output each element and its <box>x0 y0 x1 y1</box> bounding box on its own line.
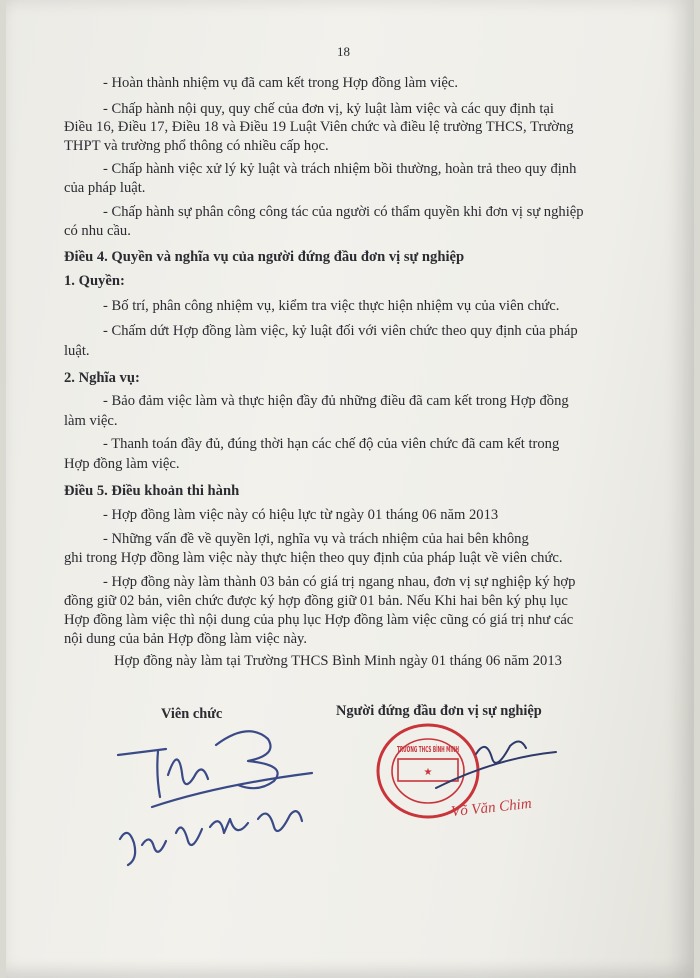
text-line: Hợp đồng làm việc thì nội dung của phụ lục Hợp đồng làm việc cũng có giá trị như các <box>64 612 574 628</box>
text-line: - Chấm dứt Hợp đồng làm việc, kỷ luật đối với viên chức theo quy định của pháp <box>103 323 578 339</box>
text-line: có nhu cầu. <box>64 223 131 239</box>
text-line: - Thanh toán đầy đủ, đúng thời hạn các chế độ của viên chức đã cam kết trong <box>103 436 560 452</box>
text-line: - Bố trí, phân công nhiệm vụ, kiểm tra việc thực hiện nhiệm vụ của viên chức. <box>103 298 560 314</box>
employer-name: Võ Văn Chim <box>450 795 533 821</box>
text-line: Điều 16, Điều 17, Điều 18 và Điều 19 Luật Viên chức và điều lệ trường THCS, Trường <box>64 119 574 135</box>
employee-signature <box>98 715 328 885</box>
text-line: Hợp đồng làm việc. <box>64 456 180 472</box>
employer-signature-label: Người đứng đầu đơn vị sự nghiệp <box>336 703 542 719</box>
text-line: THPT và trường phổ thông có nhiều cấp học. <box>64 138 329 154</box>
text-line: - Những vấn đề về quyền lợi, nghĩa vụ và trách nhiệm của hai bên không <box>103 531 529 547</box>
section-heading: Điều 5. Điều khoản thi hành <box>64 483 240 499</box>
text-line: làm việc. <box>64 413 118 429</box>
text-line: - Bảo đảm việc làm và thực hiện đầy đủ những điều đã cam kết trong Hợp đồng <box>103 393 569 409</box>
text-line: đồng giữ 02 bản, viên chức được ký hợp đồng giữ 01 bản. Nếu Khi hai bên ký phụ lục <box>64 593 568 609</box>
text-line: nội dung của bản Hợp đồng làm việc này. <box>64 631 308 647</box>
employee-name <box>126 874 128 875</box>
page-number: 18 <box>337 44 350 59</box>
text-line: của pháp luật. <box>64 180 146 196</box>
text-line: - Chấp hành nội quy, quy chế của đơn vị, kỷ luật làm việc và các quy định tại <box>103 101 554 117</box>
text-line: - Hợp đồng làm việc này có hiệu lực từ ngày 01 tháng 06 năm 2013 <box>103 507 499 523</box>
text-line: - Hoàn thành nhiệm vụ đã cam kết trong Hợp đồng làm việc. <box>103 75 459 91</box>
employee-signature-label: Viên chức <box>161 706 223 722</box>
stamp-label: TRƯỜNG THCS BÌNH MINH <box>397 745 515 754</box>
text-line: - Hợp đồng này làm thành 03 bản có giá trị ngang nhau, đơn vị sự nghiệp ký hợp <box>103 574 576 590</box>
section-heading: Điều 4. Quyền và nghĩa vụ của người đứng đầu đơn vị sự nghiệp <box>64 249 465 265</box>
text-line: - Chấp hành sự phân công công tác của người có thẩm quyền khi đơn vị sự nghiệp <box>103 204 584 220</box>
subsection-heading: 2. Nghĩa vụ: <box>64 370 140 386</box>
text-line: - Chấp hành việc xử lý kỷ luật và trách nhiệm bồi thường, hoàn trả theo quy định <box>103 161 577 177</box>
subsection-heading: 1. Quyền: <box>64 273 125 289</box>
document-page <box>6 0 694 978</box>
text-line: luật. <box>64 343 90 359</box>
employer-signature <box>423 728 596 838</box>
svg-text:★: ★ <box>423 767 433 778</box>
text-line: ghi trong Hợp đồng làm việc này thực hiện theo quy định của pháp luật về viên chức. <box>64 550 563 566</box>
text-line: Hợp đồng này làm tại Trường THCS Bình Minh ngày 01 tháng 06 năm 2013 <box>114 653 562 669</box>
